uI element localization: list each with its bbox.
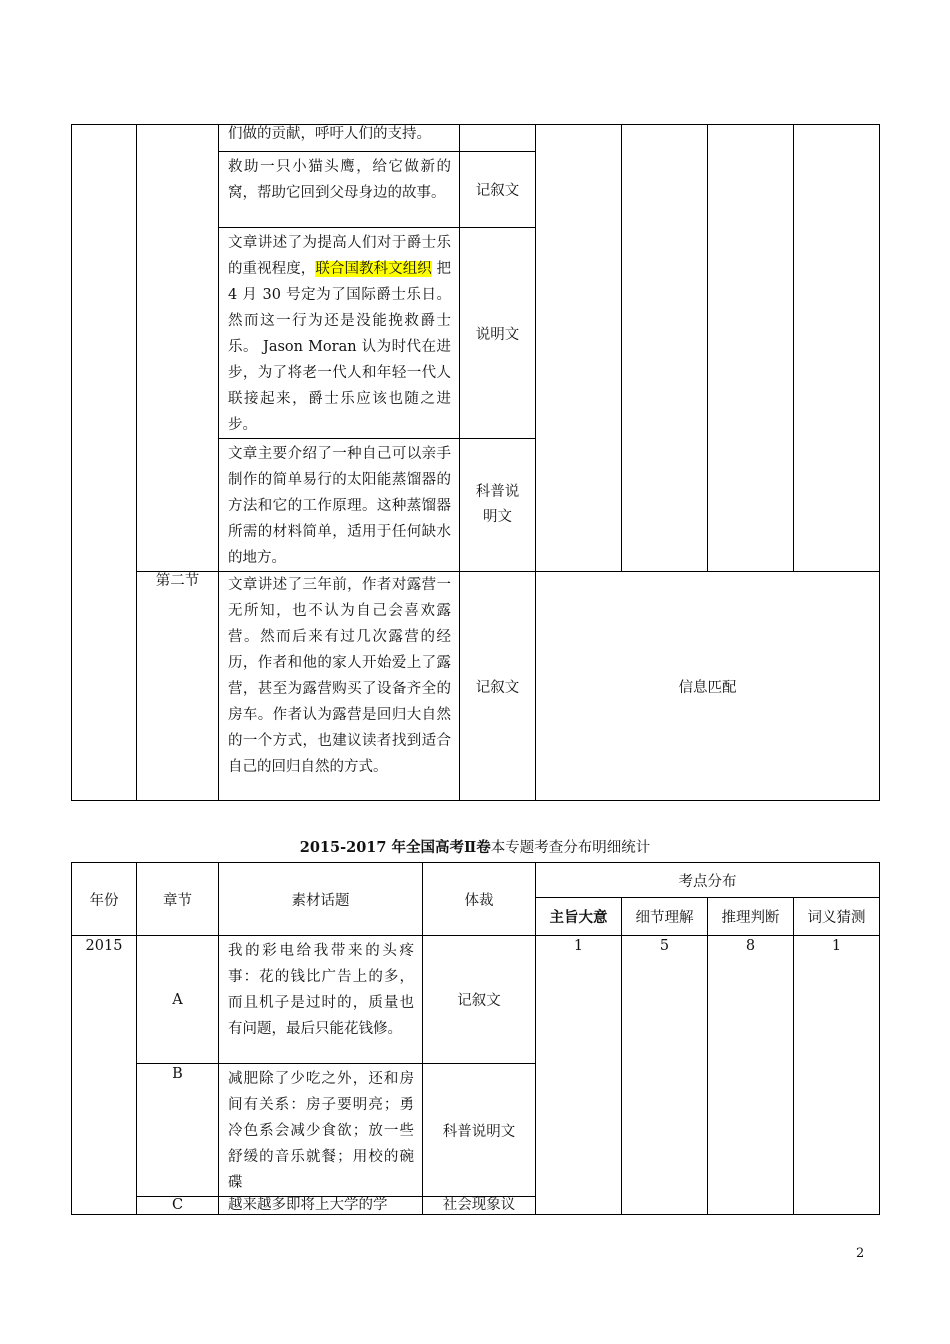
genre-cell <box>460 125 536 152</box>
points-cell <box>708 125 794 572</box>
page-number: 2 <box>856 1246 865 1261</box>
chapter-cell: 第二节 <box>137 572 219 801</box>
genre-cell: 科普说明文 <box>460 439 536 572</box>
material-cell: 救助一只小猫头鹰，给它做新的窝，帮助它回到父母身边的故事。 <box>219 152 460 228</box>
count-vocab: 1 <box>794 936 880 1215</box>
material-text: 把 4 月 30 号定为了国际爵士乐日。然而这一行为还是没能挽救爵士乐。 Jason Moran 认为时代在进步，为了将老一代人和年轻一代人联接起来，爵士乐应该也随之进步。 <box>228 261 452 433</box>
table-title: 2015-2017 年全国高考Ⅱ卷本专题考查分布明细统计 <box>299 839 651 856</box>
genre-cell: 科普说明文 <box>423 1064 536 1197</box>
material-cell: 文章讲述了三年前，作者对露营一无所知，也不认为自己会喜欢露营。然而后来有过几次露营的经历，作者和他的家人开始爱上了露营，甚至为露营购买了设备齐全的房车。作者认为露营是回归大自然的一个方式，也建议读者找到适合自己的回归自然的方式。 <box>219 572 460 801</box>
material-cell: 减肥除了少吃之外，还和房间有关系：房子要明亮；勇冷色系会减少食欲；放一些舒缓的音乐就餐；用校的碗碟 <box>219 1064 423 1197</box>
genre-cell: 社会现象议 <box>423 1197 536 1215</box>
chapter-cell <box>137 125 219 572</box>
header-inference: 推理判断 <box>708 898 794 936</box>
table-row <box>72 936 880 1064</box>
header-points: 考点分布 <box>536 863 880 898</box>
genre-cell: 记叙文 <box>460 572 536 801</box>
points-cell <box>536 125 622 572</box>
genre-cell: 说明文 <box>460 228 536 439</box>
genre-cell: 记叙文 <box>460 152 536 228</box>
material-cell: 文章主要介绍了一种自己可以亲手制作的简单易行的太阳能蒸馏器的方法和它的工作原理。这种蒸馏器所需的材料简单，适用于任何缺水的地方。 <box>219 439 460 572</box>
exam-distribution-table <box>71 862 880 1215</box>
header-main-idea: 主旨大意 <box>536 898 622 936</box>
material-cell: 我的彩电给我带来的头疼事：花的钱比广告上的多，而且机子是过时的，质量也有问题，最后只能花钱修。 <box>219 936 423 1064</box>
header-row <box>72 863 880 898</box>
material-cell <box>219 228 460 439</box>
header-material: 素材话题 <box>219 863 423 936</box>
year-cell <box>72 125 137 801</box>
chapter-cell: B <box>137 1064 219 1197</box>
material-text: 文章讲述了为提高人们对于爵士乐的重视程度， <box>228 235 451 277</box>
points-cell <box>794 125 880 572</box>
header-genre: 体裁 <box>423 863 536 936</box>
chapter-cell: A <box>137 936 219 1064</box>
table-row <box>72 125 880 152</box>
header-vocab: 词义猜测 <box>794 898 880 936</box>
exam-analysis-table-continued <box>71 124 880 801</box>
count-detail: 5 <box>622 936 708 1215</box>
points-merged-cell: 信息匹配 <box>536 572 880 801</box>
table-row <box>72 572 880 801</box>
highlighted-text: 联合国教科文组织 <box>315 261 432 277</box>
header-year: 年份 <box>72 863 137 936</box>
material-cell: 越来越多即将上大学的学 <box>219 1197 423 1215</box>
chapter-cell: C <box>137 1197 219 1215</box>
material-cell: 们做的贡献，呼吁人们的支持。 <box>219 125 460 152</box>
genre-cell: 记叙文 <box>423 936 536 1064</box>
year-cell: 2015 <box>72 936 137 1215</box>
count-main-idea: 1 <box>536 936 622 1215</box>
header-detail: 细节理解 <box>622 898 708 936</box>
points-cell <box>622 125 708 572</box>
header-chapter: 章节 <box>137 863 219 936</box>
count-inference: 8 <box>708 936 794 1215</box>
